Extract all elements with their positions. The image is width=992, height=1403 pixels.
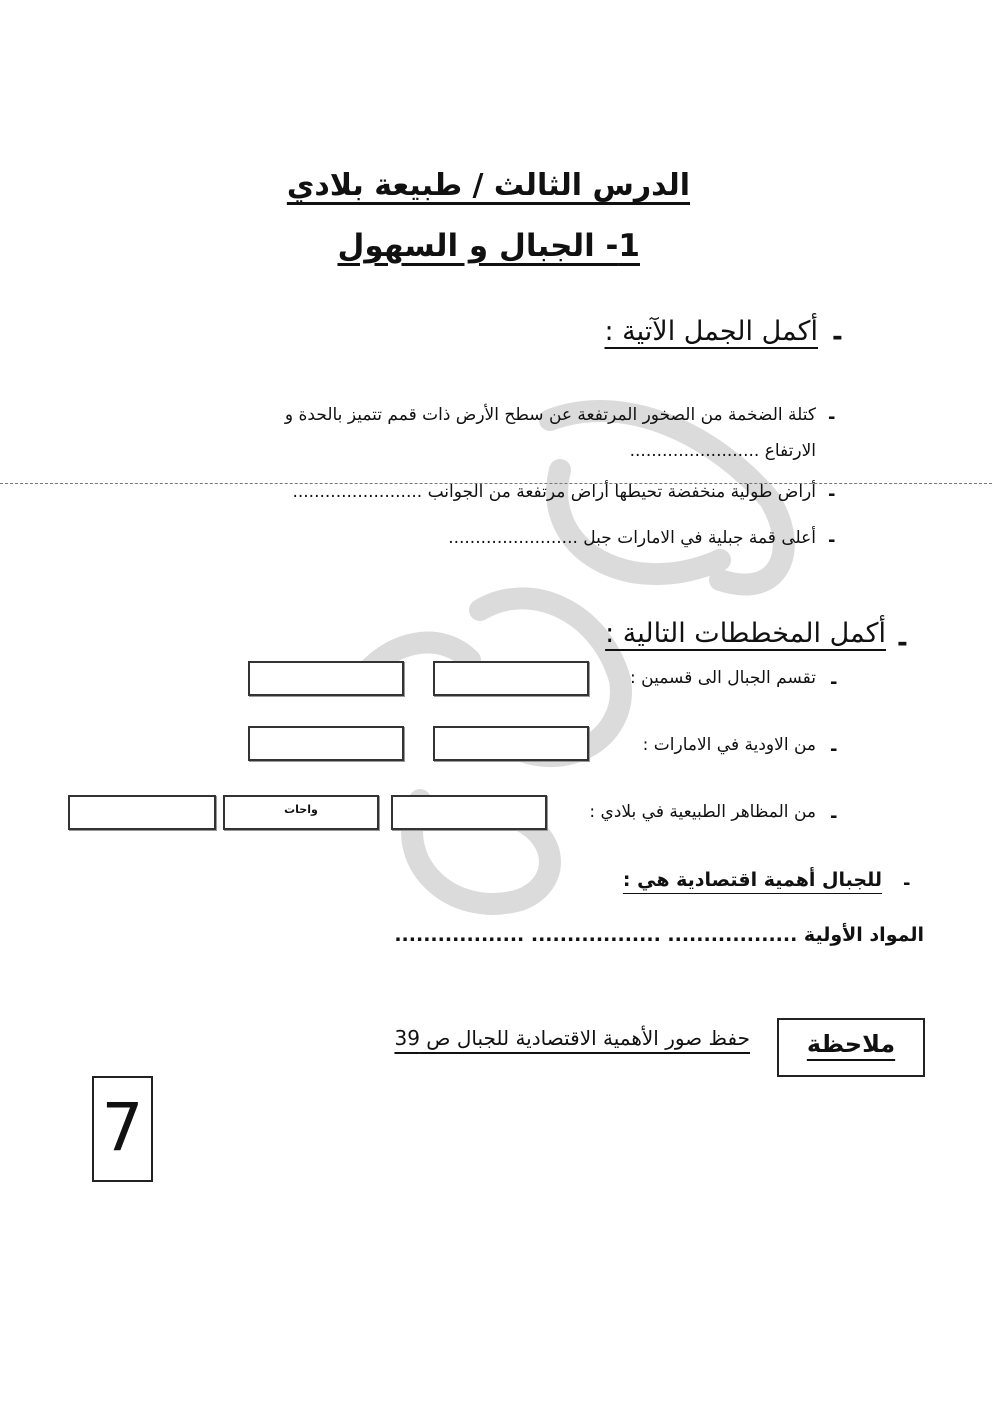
bullet-icon: - (830, 806, 838, 827)
section1-heading: أكمل الجمل الآتية : (604, 316, 818, 347)
bullet-icon: - (828, 407, 836, 428)
diagram-row-3-label: من المظاهر الطبيعية في بلادي : (589, 802, 816, 822)
diagram-row-2-box-1[interactable] (433, 726, 589, 761)
sentence-1-line2: الارتفاع ........................ (629, 441, 816, 461)
sentence-3: أعلى قمة جبلية في الامارات جبل ........................ (448, 528, 816, 548)
diagram-row-2-label: من الاودية في الامارات : (642, 735, 816, 755)
bullet-icon: - (830, 739, 838, 760)
diagram-row-3-box-1[interactable] (391, 795, 547, 830)
section-dash: - (832, 322, 843, 352)
diagram-row-3-box-3[interactable] (68, 795, 216, 830)
diagram-row-1-box-1[interactable] (433, 661, 589, 696)
bullet-icon: - (830, 672, 838, 693)
section-dash: - (897, 628, 908, 658)
section3-heading: للجبال أهمية اقتصادية هي : (622, 869, 882, 891)
page-number: 7 (101, 1089, 144, 1166)
economic-importance-line: المواد الأولية .................. .................. .................. (394, 924, 924, 946)
lesson-subtitle: 1- الجبال و السهول (337, 228, 640, 264)
diagram-row-2-box-2[interactable] (248, 726, 404, 761)
note-text: حفظ صور الأهمية الاقتصادية للجبال ص 39 (394, 1026, 750, 1050)
watermark-stamp (300, 380, 820, 940)
bullet-icon: - (828, 484, 836, 505)
diagram-row-1-box-2[interactable] (248, 661, 404, 696)
bullet-icon: - (828, 530, 836, 551)
diagram-row-1-label: تقسم الجبال الى قسمين : (630, 668, 816, 688)
bullet-icon: - (903, 873, 911, 894)
sentence-2: أراض طولية منخفضة تحيطها أراض مرتفعة من الجوانب ........................ (292, 482, 816, 502)
section2-heading: أكمل المخططات التالية : (605, 618, 886, 649)
diagram-row-3-box-2[interactable]: واحات (223, 795, 379, 830)
note-box (777, 1018, 925, 1077)
page-number-box (92, 1076, 153, 1182)
note-label: ملاحظة (806, 1030, 896, 1058)
lesson-title: الدرس الثالث / طبيعة بلادي (286, 168, 690, 203)
sentence-1-line1: كتلة الضخمة من الصخور المرتفعة عن سطح الأرض ذات قمم تتميز بالحدة و (284, 405, 816, 425)
